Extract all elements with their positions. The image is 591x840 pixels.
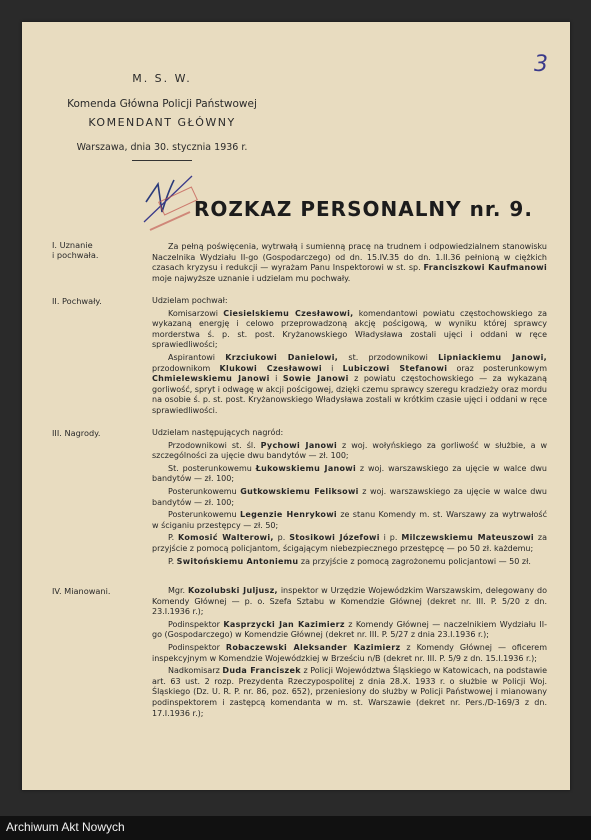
document-title: ROZKAZ PERSONALNY nr. 9. [194,197,533,221]
person-name: Duda Franciszek [222,666,301,676]
text: komendantowi powiatu częstochowskiego za wykazaną energję i celowo przeprowadzoną akcję pościgową, w wyniku której sprawcy morderstwa ś. p. st. post. Kryżanowskiego Władysława zostali ujęci i oddani w ręce sprawiedliwości; [152,308,547,350]
text: Podinspektor [168,642,226,652]
section-3-body [152,428,547,569]
section-3-item-e [152,533,547,554]
text: Podinspektor [168,619,224,629]
person-name: Legenzie Henrykowi [240,510,337,520]
text: Mgr. [168,586,189,595]
text: przodownikom [152,363,220,373]
section-2-label: II. Pochwały. [52,296,102,306]
section-3-item-a [152,441,547,462]
person-name: Stosikowi Józefowi [289,533,380,543]
text: Komisarzowi [168,308,224,318]
section-2-item-a [152,309,547,351]
section-3-item-b [152,464,547,485]
text: P. [168,533,179,543]
text: ze stanu Komendy m. st. Warszawy za wytrwałość w ściganiu przestępcy — zł. 50; [152,510,547,530]
section-4-item-a [152,586,547,618]
header-divider [132,160,192,161]
section-4-item-d [152,666,547,719]
text: Za pełną poświęcenia, wytrwałą i sumienną pracę na trudnem i odpowiedzialnem stanowisku Naczelnika Wydziału II-go (Gospodarczego) od dn. 15.IV.35 do dn. 1.II.36 pełnioną w ciężkich czasach kryzysu i redukcji — wyrażam Panu Inspektorowi w st. sp. [152,242,547,273]
text: Przodownikowi st. śl. [168,440,261,450]
section-4-item-c [152,643,547,664]
text: z Komendy Głównej — oficerem inspekcyjnym w Komendzie Wojewódzkiej w Brześciu n/B (dekret nr. III. P. 5/9 z dn. 15.I.1936 r.); [152,642,547,663]
archive-footer: Archiwum Akt Nowych [0,816,591,840]
place-date: Warszawa, dnia 30. stycznia 1936 r. [76,142,248,153]
section-4-item-b [152,620,547,641]
ministry-header: M. S. W. [132,72,192,85]
text: z woj. warszawskiego za ujęcie w walce dwu bandytów — zł. 100; [152,463,547,484]
section-1-body [152,242,547,286]
office-header: Komenda Główna Policji Państwowej [67,98,257,110]
text: z Komendy Głównej — naczelnikiem Wydziału II-go (Gospodarczego) w Komendzie Głównej (dekret nr. III. P. 5/27 z dnia 23.I.1936 r.); [152,619,548,640]
person-name: Chmielewskiemu Janowi [152,374,270,384]
text: oraz posterunkowym [447,363,547,373]
document-page [22,22,570,790]
section-4-body [152,586,547,721]
section-2-body [152,296,547,419]
person-name: Klukowi Czesławowi [219,363,322,373]
person-name: Sowie Janowi [282,374,349,384]
text: st. przodownikowi [338,352,439,362]
text: i [269,374,283,384]
text: moje najwyższe uznanie i udzielam mu pochwały. [152,273,351,283]
text: i [321,363,343,373]
text: za przyjście z pomocą policjantom, ścigającym niebezpiecznego przestępcę — po 50 zł. każdemu; [152,533,547,553]
section-4-label: IV. Mianowani. [52,586,111,596]
person-name: Łukowskiemu Janowi [255,463,357,473]
page-number: 3 [534,52,548,77]
text: P. [168,556,177,566]
person-name: Robaczewski Aleksander Kazimierz [225,642,401,652]
person-name: Kasprzycki Jan Kazimierz [223,619,345,629]
section-2-intro: Udzielam pochwał: [152,296,228,305]
section-3-intro: Udzielam następujących nagród: [152,428,284,437]
person-name: Krzciukowi Danielowi, [225,352,339,362]
person-name: Kozolubski Juljusz, [188,586,278,595]
person-name: Franciszkowi Kaufmanowi [423,263,547,273]
section-3-item-d [152,510,547,531]
text: Aspirantowi [168,352,226,362]
text: Posterunkowemu [168,510,241,520]
text: i p. [379,533,402,543]
person-name: Komosić Walterowi, [178,533,274,543]
text: z woj. wołyńskiego za gorliwość w służbie, a w szczególności za ujęcie dwu bandytów — zł. 100; [152,440,548,461]
section-2-item-b [152,353,547,417]
section-1-paragraph [152,242,547,284]
text: z woj. warszawskiego za ujęcie w walce dwu bandytów — zł. 100; [152,486,547,507]
section-1-label: I. Uznanie i pochwała. [52,240,99,260]
person-name: Gutkowskiemu Feliksowi [240,486,359,496]
person-name: Lubiczowi Stefanowi [342,363,448,373]
text: Nadkomisarz [168,666,223,676]
section-3-item-c [152,487,547,508]
person-name: Milczewskiemu Mateuszowi [401,533,534,543]
person-name: Lipniackiemu Janowi, [438,352,547,362]
person-name: Pychowi Janowi [260,440,338,450]
text: inspektor w Urzędzie Wojewódzkim Warszawskim, delegowany do Komendy Głównej — p. o. Szefa Sztabu w Komendzie Głównej (dekret nr. III. P. 5/20 z dn. 23.I.1936 r.); [152,586,548,617]
person-name: Switońskiemu Antoniemu [176,556,299,566]
text: Posterunkowemu [168,486,241,496]
handwritten-mark-icon [140,172,200,237]
section-3-label: III. Nagrody. [52,428,101,438]
text: z powiatu częstochowskiego — za wykazaną gorliwość, spryt i odwagę w akcji pościgowej, dzięki czemu sprawcy szeregu kradzieży oraz mordu na osobie ś. p. st. post. Kryżanowskiego Władysława zostali w krótkim czasie ujęci i oddani w ręce sprawiedliwości. [152,374,547,415]
commander-header: KOMENDANT GŁÓWNY [88,116,236,129]
person-name: Ciesielskiemu Czesławowi, [223,308,354,318]
text: za przyjście z pomocą zagrożonemu policjantowi — 50 zł. [298,556,531,566]
section-3-item-f [152,557,547,568]
text: St. posterunkowemu [168,463,256,473]
text: p. [273,533,290,543]
text: z Policji Województwa Śląskiego w Katowicach, na podstawie art. 63 ust. 2 rozp. Prezydenta Rzeczypospolitej z dnia 28.X. 1933 r. o służbie w Policji Woj. Śląskiego (Dz. U. R. P. nr. 86, poz. 652), przeniesiony do służby w Policji Państwowej i mianowany podinspektorem i zastępcą komendanta w m. st. Warszawie (dekret nr. Pers./D-169/3 z dn. 17.I.1936 r.); [152,666,548,718]
